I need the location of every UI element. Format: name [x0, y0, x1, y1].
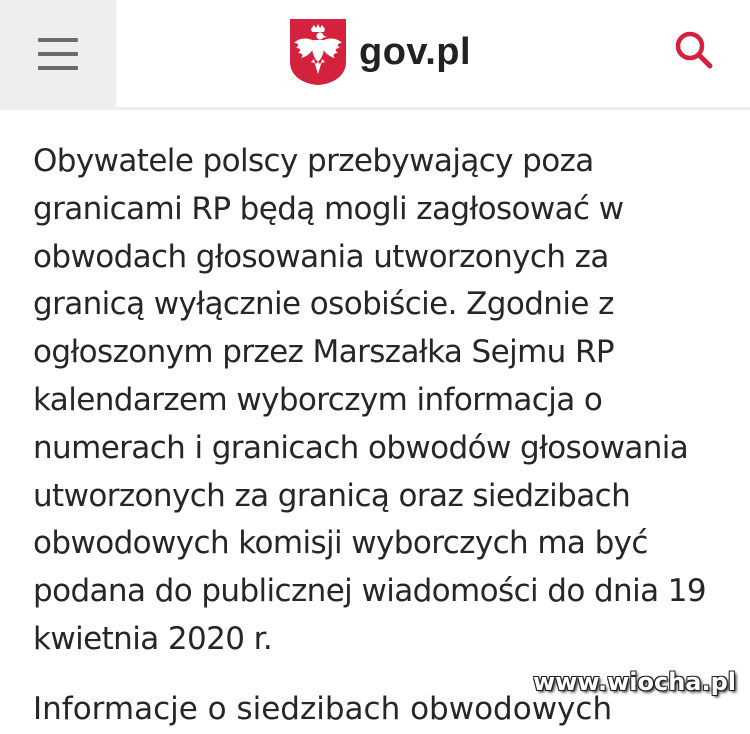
- top-header: [0, 0, 750, 110]
- article-content: [33, 138, 723, 664]
- search-button[interactable]: [672, 28, 716, 72]
- hamburger-bar: [38, 66, 78, 70]
- watermark: www.wiocha.pl: [532, 668, 736, 696]
- gov-pl-logo[interactable]: [289, 18, 471, 86]
- next-paragraph-partial: Informacje o siedzibach obwodowych: [33, 691, 613, 727]
- menu-button[interactable]: [0, 0, 116, 107]
- article-paragraph: Obywatele polscy przebywający poza granicami RP będą mogli zagłosować w obwodach głosowania utworzonych za granicą wyłącznie osobiście. Zgodnie z ogłoszonym przez Marszałka Sejmu RP kalendarzem wyborczym informacja o numerach i granicach obwodów głosowania utworzonych za granicą oraz siedzibach obwodowych komisji wyborczych ma być podana do publicznej wiadomości do dnia 19 kwietnia 2020 r.: [33, 143, 707, 657]
- search-icon: [672, 28, 716, 72]
- header-divider: [0, 107, 750, 110]
- hamburger-bar: [38, 52, 78, 56]
- hamburger-menu-icon: [38, 38, 78, 42]
- polish-eagle-emblem-icon: [289, 18, 347, 86]
- logo-text: gov.pl: [359, 31, 472, 73]
